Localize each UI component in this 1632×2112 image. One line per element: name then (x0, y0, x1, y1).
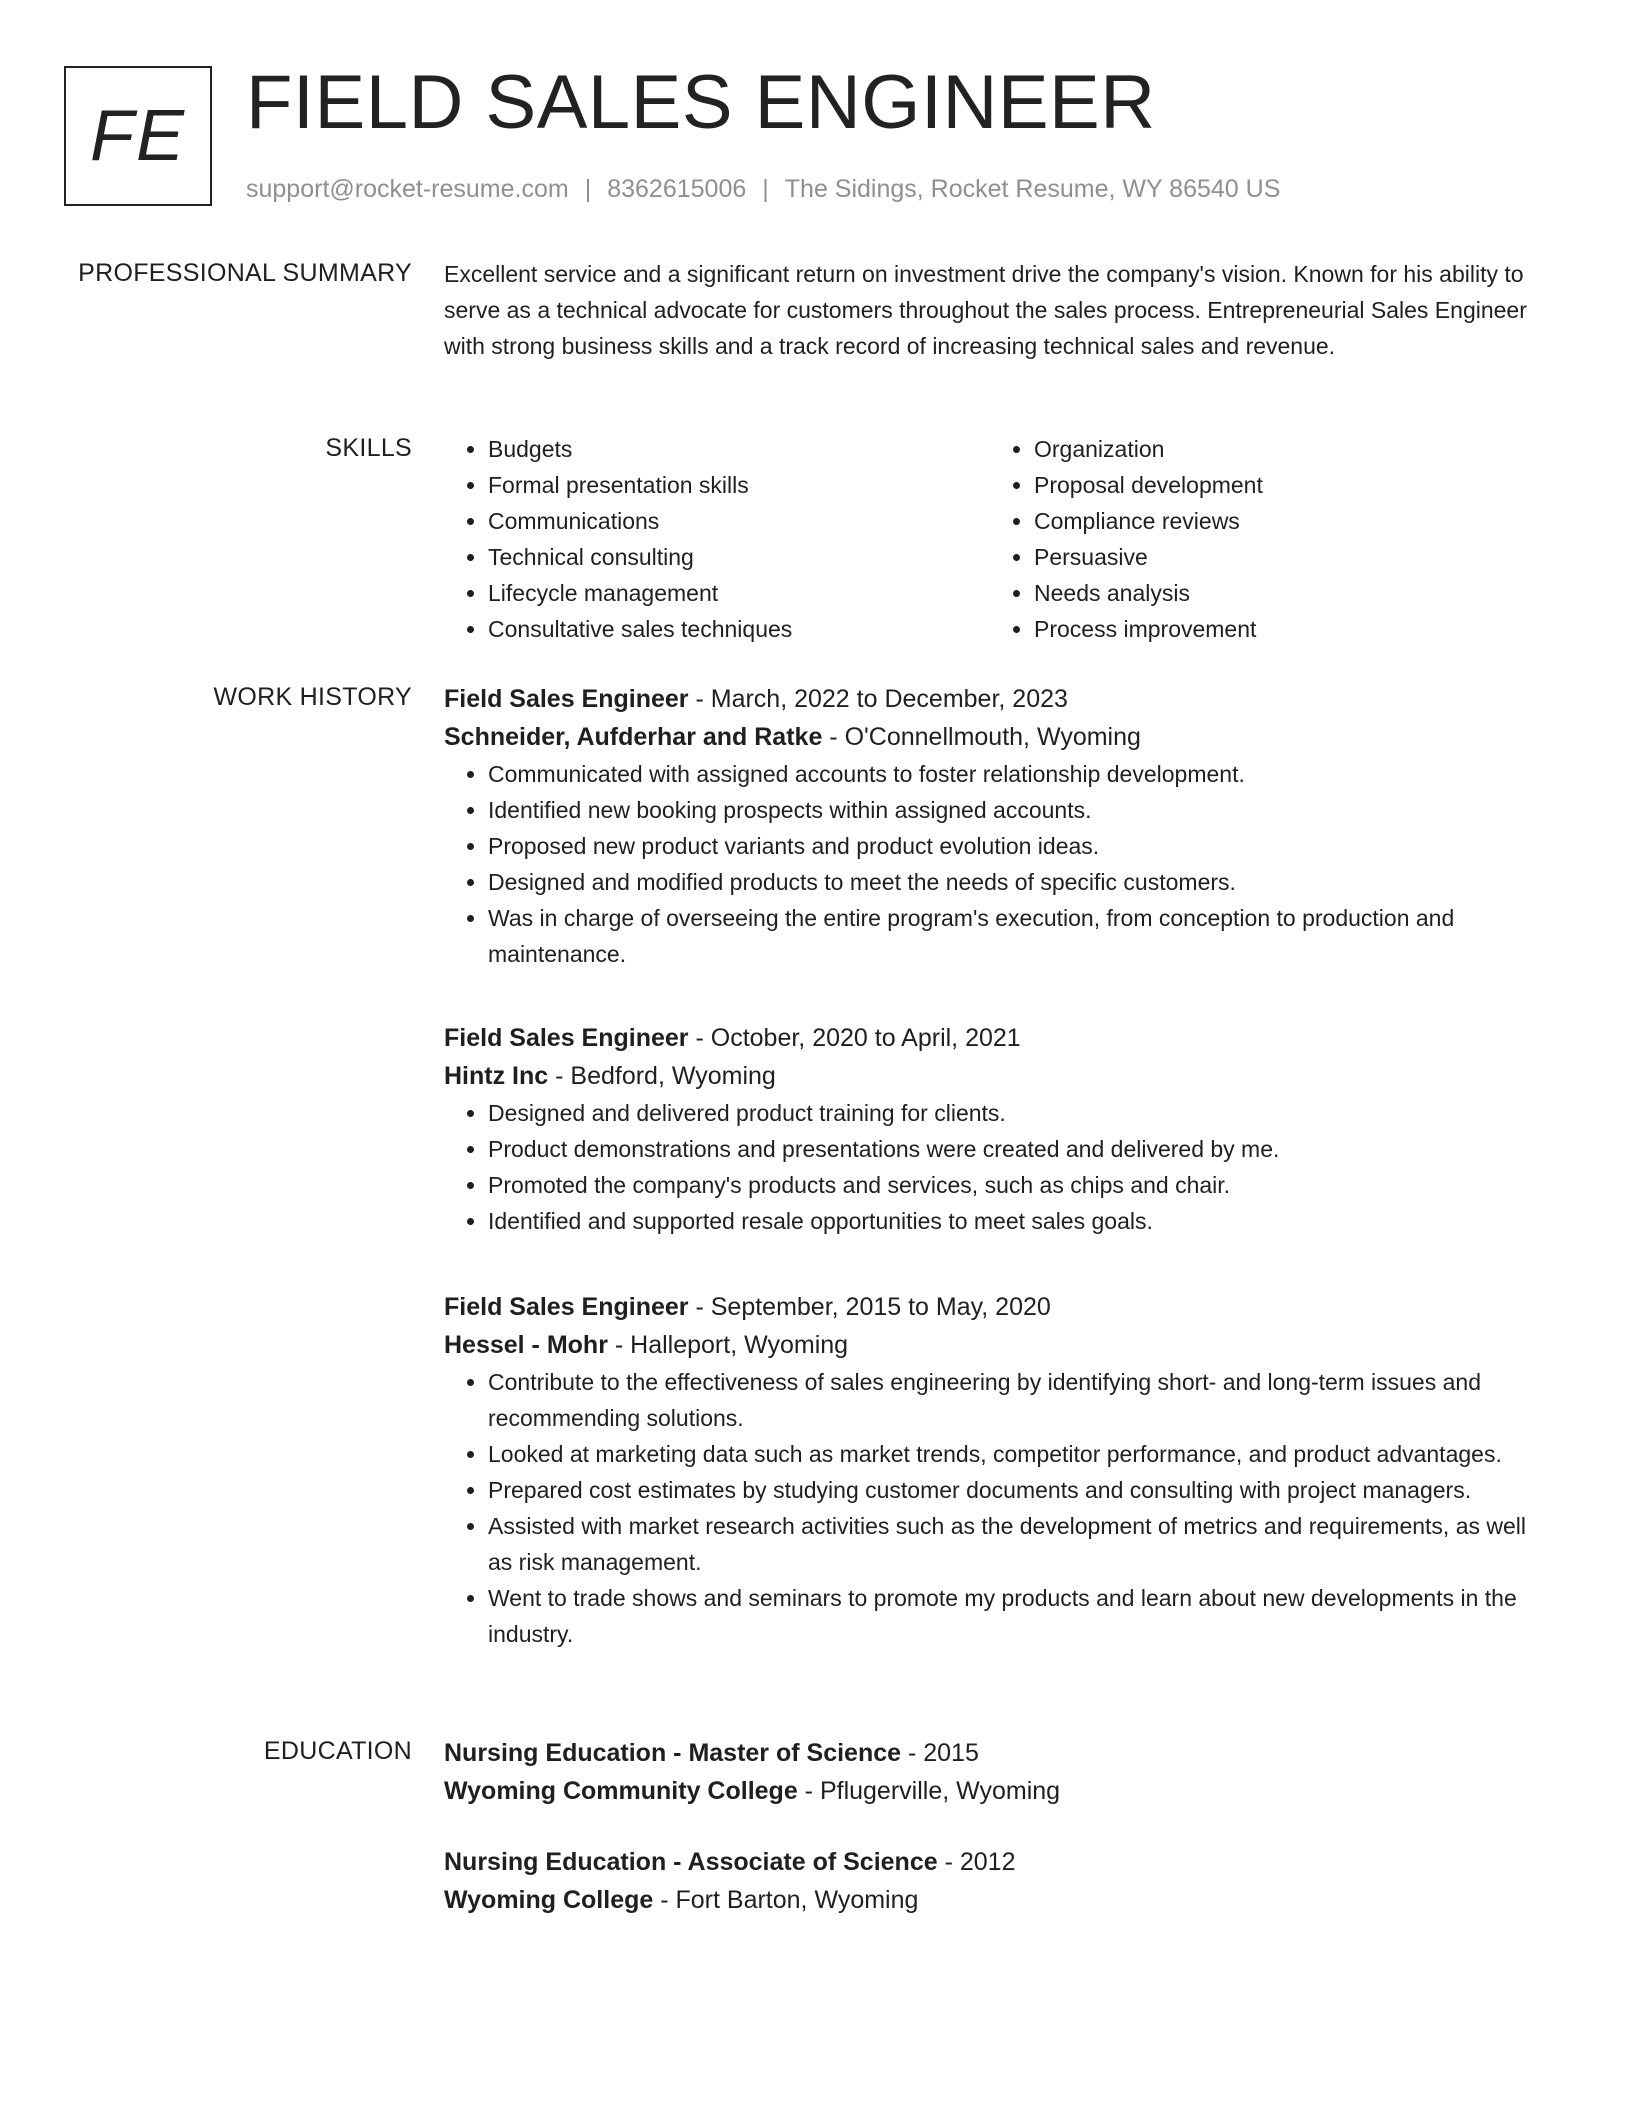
job-company: Hintz Inc (444, 1062, 549, 1090)
job-dates: - September, 2015 to May, 2020 (688, 1293, 1051, 1321)
skill-item: • Consultative sales techniques (488, 611, 990, 647)
job-bullet: • Was in charge of overseeing the entire program's execution, from conception to production and maintenance. (488, 900, 1556, 972)
summary-section (444, 256, 1556, 364)
job-bullet: • Prepared cost estimates by studying customer documents and consulting with project managers. (488, 1472, 1556, 1508)
job-bullet: • Identified new booking prospects within assigned accounts. (488, 792, 1556, 828)
job-bullet: • Designed and modified products to meet the needs of specific customers. (488, 864, 1556, 900)
section-label-work-history: WORK HISTORY (213, 683, 412, 711)
job-company-line (444, 1057, 1556, 1095)
contact-separator: | (584, 175, 592, 203)
education-school-line (444, 1772, 1556, 1810)
job-bullet: • Identified and supported resale opportunities to meet sales goals. (488, 1203, 1556, 1239)
education-year: - 2015 (901, 1739, 979, 1767)
section-label-education: EDUCATION (263, 1737, 412, 1765)
section-label-summary: PROFESSIONAL SUMMARY (78, 259, 412, 287)
job-entry (444, 1288, 1556, 1652)
resume-title: FIELD SALES ENGINEER (246, 60, 1156, 145)
contact-line (246, 172, 1280, 206)
job-company-line (444, 1326, 1556, 1364)
education-location: - Pflugerville, Wyoming (797, 1777, 1061, 1805)
education-year: - 2012 (937, 1848, 1016, 1876)
job-title: Field Sales Engineer (444, 1293, 689, 1321)
contact-email[interactable]: support@rocket-resume.com (246, 175, 569, 203)
job-bullet: • Proposed new product variants and product evolution ideas. (488, 828, 1556, 864)
job-bullet: • Product demonstrations and presentations were created and delivered by me. (488, 1131, 1556, 1167)
skill-item: • Needs analysis (1034, 575, 1536, 611)
job-company: Hessel - Mohr (444, 1331, 608, 1359)
education-entry (444, 1843, 1556, 1919)
job-location: - Bedford, Wyoming (548, 1062, 776, 1090)
section-label-skills: SKILLS (325, 434, 412, 462)
monogram-badge: FE (64, 66, 212, 206)
skill-item: • Compliance reviews (1034, 503, 1536, 539)
skill-item: • Process improvement (1034, 611, 1536, 647)
skills-column-left (444, 431, 990, 647)
education-degree-line (444, 1734, 1556, 1772)
contact-phone[interactable]: 8362615006 (607, 175, 747, 203)
contact-separator: | (762, 175, 769, 203)
job-dates: - October, 2020 to April, 2021 (688, 1024, 1021, 1052)
education-entry (444, 1734, 1556, 1810)
education-degree: Nursing Education - Associate of Science (444, 1848, 938, 1876)
skill-item: • Proposal development (1034, 467, 1536, 503)
skill-item: • Budgets (488, 431, 990, 467)
skill-item: • Formal presentation skills (488, 467, 990, 503)
job-dates: - March, 2022 to December, 2023 (688, 685, 1068, 713)
skill-item: • Organization (1034, 431, 1536, 467)
skills-section (444, 431, 1556, 647)
job-company: Schneider, Aufderhar and Ratke (444, 723, 823, 751)
job-title: Field Sales Engineer (444, 685, 689, 713)
job-entry (444, 680, 1556, 972)
contact-address: The Sidings, Rocket Resume, WY 86540 US (784, 175, 1281, 203)
skill-item: • Lifecycle management (488, 575, 990, 611)
education-school: Wyoming College (444, 1886, 654, 1914)
job-bullet: • Looked at marketing data such as market trends, competitor performance, and product advantages. (488, 1436, 1556, 1472)
education-school-line (444, 1881, 1556, 1919)
education-location: - Fort Barton, Wyoming (653, 1886, 919, 1914)
education-degree-line (444, 1843, 1556, 1881)
job-location: - Halleport, Wyoming (607, 1331, 849, 1359)
job-location: - O'Connellmouth, Wyoming (822, 723, 1141, 751)
skill-item: • Persuasive (1034, 539, 1536, 575)
skill-item: • Technical consulting (488, 539, 990, 575)
job-bullet: • Contribute to the effectiveness of sales engineering by identifying short- and long-term issues and recommending solutions. (488, 1364, 1556, 1436)
job-bullet: • Assisted with market research activities such as the development of metrics and requirements, as well as risk management. (488, 1508, 1556, 1580)
job-company-line (444, 718, 1556, 756)
job-bullet: • Designed and delivered product training for clients. (488, 1095, 1556, 1131)
skill-item: • Communications (488, 503, 990, 539)
skills-column-right (990, 431, 1536, 647)
job-title-line (444, 1019, 1556, 1057)
job-entry (444, 1019, 1556, 1239)
job-bullet: • Communicated with assigned accounts to foster relationship development. (488, 756, 1556, 792)
education-degree: Nursing Education - Master of Science (444, 1739, 902, 1767)
job-title-line (444, 1288, 1556, 1326)
job-bullet: • Went to trade shows and seminars to promote my products and learn about new developments in the industry. (488, 1580, 1556, 1652)
education-school: Wyoming Community College (444, 1777, 798, 1805)
job-title: Field Sales Engineer (444, 1024, 689, 1052)
summary-text: Excellent service and a significant return on investment drive the company's vision. Known for his ability to serve as a technical advocate for customers throughout the sales process. Entrepreneurial Sales Engineer with strong business skills and a track record of increasing technical sales and revenue. (444, 261, 1527, 359)
job-bullet: • Promoted the company's products and services, such as chips and chair. (488, 1167, 1556, 1203)
job-title-line (444, 680, 1556, 718)
